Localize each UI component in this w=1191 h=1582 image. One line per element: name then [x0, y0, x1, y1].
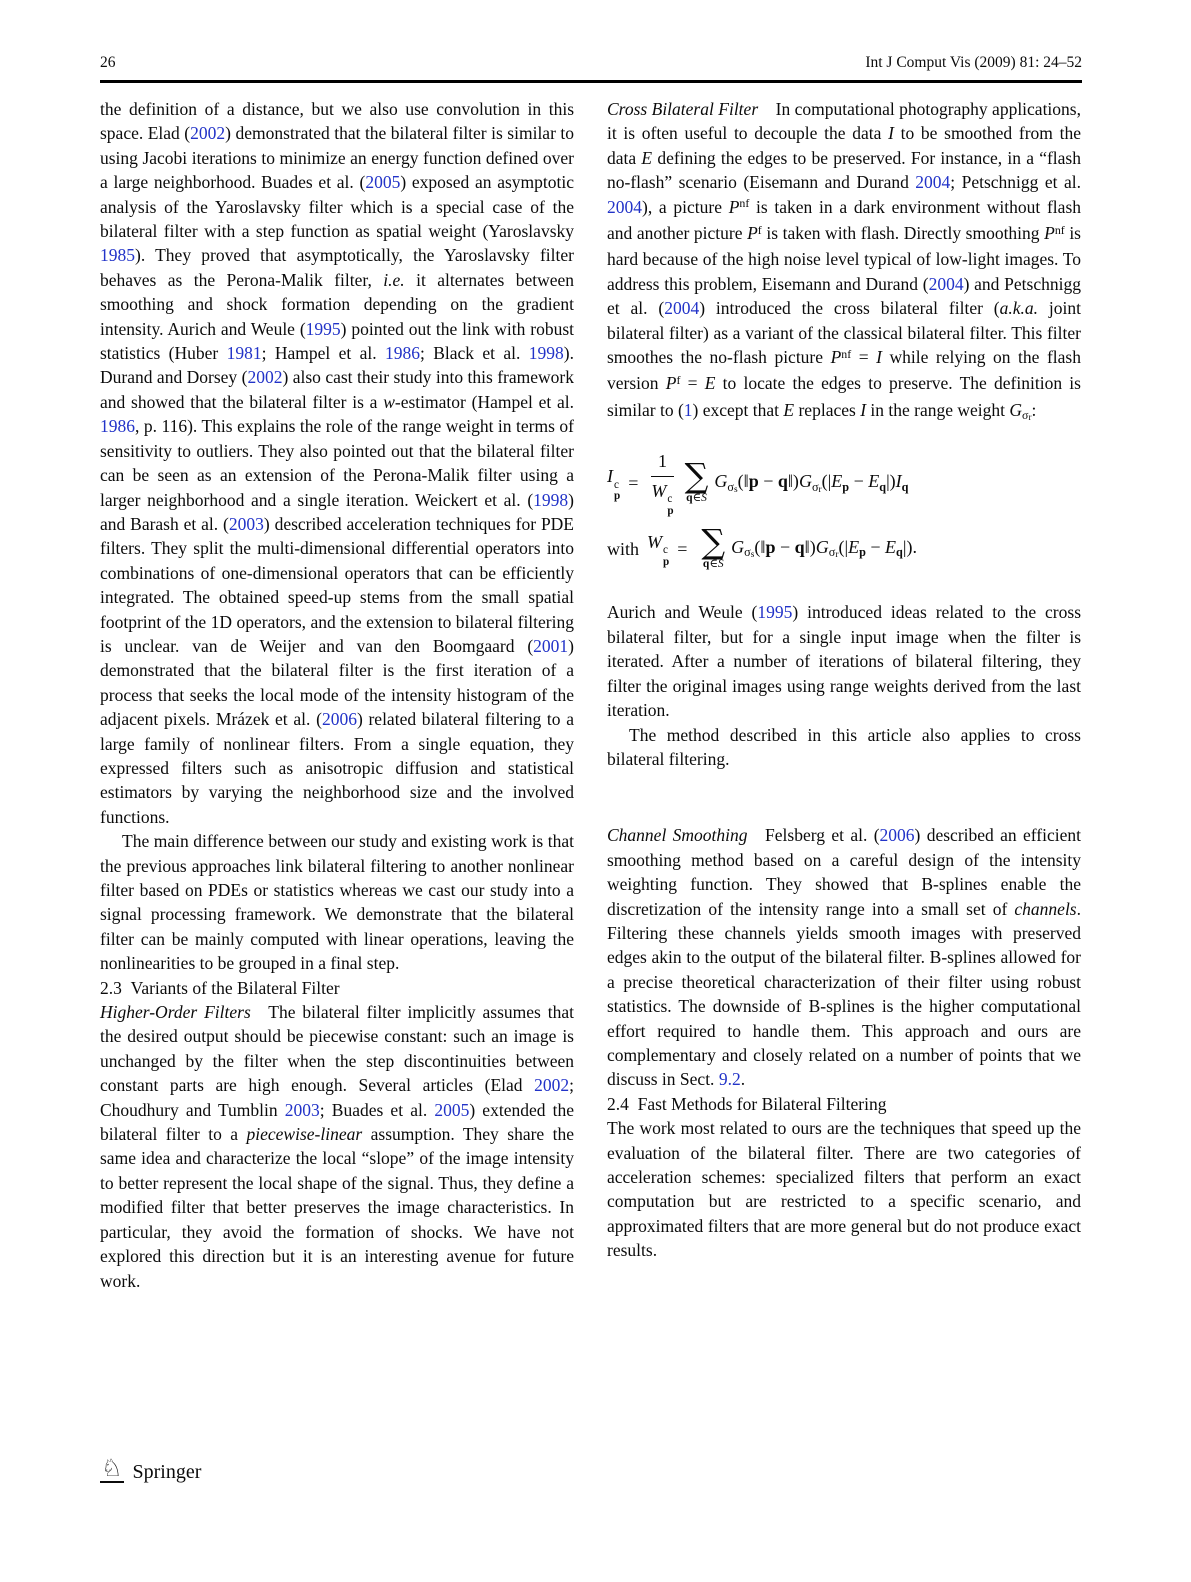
text-run: f	[676, 373, 681, 388]
text-run: ) pointed out the link with robust statistics (Huber	[100, 318, 574, 364]
text-run: p	[859, 545, 866, 560]
citation-link[interactable]: 2004	[664, 298, 700, 319]
text-run: is taken with flash. Directly smoothing	[761, 223, 1045, 244]
text-run: nf	[739, 196, 750, 211]
text-run: Channel Smoothing	[607, 825, 748, 846]
text-run: ) also cast their study into this framework and showed that the bilateral filter is a	[100, 367, 574, 412]
text-run	[748, 825, 766, 845]
springer-logo-icon: ♘	[101, 1454, 123, 1482]
text-run: nf	[841, 346, 852, 361]
text-run: while relying on the flash version	[607, 347, 1081, 394]
equation-lhs: I c p	[607, 465, 621, 503]
equation-body	[714, 469, 908, 497]
springer-wordmark: Springer	[132, 1461, 202, 1483]
text-run: -estimator (Hampel et al.	[394, 391, 574, 412]
text-run: in the range weight	[866, 399, 1010, 420]
text-run: σ	[811, 479, 819, 494]
citation-link[interactable]: 2003	[228, 513, 264, 534]
text-run: joint bilateral filter) as a variant of the classical bilateral filter. This filter smoothes the no-flash picture	[607, 298, 1081, 368]
citation-link[interactable]: 1998	[533, 489, 569, 510]
equation-lhs: W c p	[647, 531, 670, 568]
text-run: ; Petschnigg et al.	[950, 172, 1081, 193]
text-run: (‖	[737, 471, 749, 492]
text-run: q	[777, 471, 788, 492]
text-run: (|	[821, 471, 832, 492]
text-run: ) described an efficient smoothing method based on a careful design of the intensity weighting function. They showed that B-splines enable the discretization of the intensity range into a small set of	[607, 825, 1081, 919]
fraction: 1 W c p	[651, 451, 674, 517]
citation-link[interactable]: 2005	[365, 172, 401, 193]
equals-sign: =	[677, 538, 688, 559]
springer-footer	[100, 1456, 201, 1483]
text-run: ; Hampel et al.	[261, 343, 385, 364]
equation-prefix: with	[607, 538, 640, 559]
text-run: ). Durand and Dorsey (	[100, 343, 574, 388]
text-run: ) introduced the cross bilateral filter (	[699, 298, 1000, 319]
paragraph	[607, 600, 1081, 722]
text-run: ‖)	[804, 536, 816, 557]
sigma-icon: ∑	[684, 456, 709, 496]
citation-link[interactable]: 2004	[915, 172, 951, 193]
text-run: piecewise-linear	[246, 1124, 363, 1145]
equation-normalization	[607, 521, 1081, 571]
text-run: P	[665, 373, 677, 394]
text-run: I	[888, 123, 894, 144]
text-run: to locate the edges to preserve. The definition is similar to (	[607, 373, 1081, 420]
citation-link[interactable]: 1986	[100, 416, 135, 437]
text-run: w	[383, 391, 395, 412]
paragraph	[100, 1000, 574, 1293]
paragraph	[100, 97, 574, 829]
two-column-body	[100, 97, 1082, 1293]
text-run: P	[747, 223, 758, 244]
citation-link[interactable]: 1	[683, 399, 693, 420]
citation-link[interactable]: 2001	[533, 635, 569, 656]
text-run: ) described acceleration techniques for PDE filters. They split the multi-dimensional differential operators into combinations of one-dimensional operators that can be efficiently integrated. The obtained speed-up stems from the small spatial footprint of the 1D operators, and the extension to bilateral filtering is unclear. van de Weijer and van den Boomgaard (	[100, 513, 575, 656]
equation-body	[731, 535, 917, 563]
sigma-icon: ∑	[701, 521, 726, 561]
text-run: G	[714, 471, 728, 492]
citation-link[interactable]: 1995	[757, 602, 793, 623]
text-run: ), a picture	[642, 196, 729, 217]
paragraph	[607, 97, 1081, 425]
text-run: −	[758, 471, 778, 492]
text-run: I	[895, 471, 902, 492]
citation-link[interactable]: 2006	[879, 825, 915, 846]
text-run: Aurich and Weule (	[607, 602, 758, 623]
sum-limits	[703, 559, 724, 571]
text-run: ∈	[692, 492, 702, 505]
paragraph	[100, 829, 574, 975]
page-number: 26	[100, 54, 116, 71]
text-run: (|	[838, 536, 849, 557]
text-run: σ	[828, 545, 836, 560]
citation-link[interactable]: 2004	[607, 196, 642, 217]
text-run: s	[750, 550, 755, 561]
citation-link[interactable]: 2004	[928, 273, 964, 294]
text-run: E	[831, 471, 843, 492]
text-run: σ	[744, 545, 751, 560]
text-run: The work most related to ours are the techniques that speed up the evaluation of the bilateral filter. There are two categories of acceleration schemes: specialized filters that perform an exact computation but are restricted to a specific scenario, and approximated filters that are more general but do not produce exact results.	[607, 1118, 1081, 1261]
text-run: , p. 116). This explains the role of the range weight in terms of sensitivity to outliers. They also pointed out that the bilateral filter can be seen as an extension of the Perona-Malik filter using a larger neighborhood and a single iteration. Weickert et al. (	[100, 416, 574, 510]
text-run: is taken in a dark environment without flash and another picture	[607, 196, 1082, 244]
text-run: Felsberg et al. (	[765, 825, 880, 846]
header-rule	[100, 80, 1082, 83]
text-run: G	[1009, 399, 1023, 420]
text-run: −	[849, 471, 869, 492]
citation-link[interactable]: 2002	[247, 367, 283, 388]
text-run: channels	[1014, 898, 1077, 919]
text-run: =	[851, 347, 877, 368]
journal-ref: Int J Comput Vis (2009) 81: 24–52	[865, 54, 1082, 71]
text-run: r	[1028, 412, 1032, 423]
text-run: The bilateral filter implicitly assumes that the desired output should be piecewise constant: such an image is unchanged by the filter when the step discontinuities between constant parts are high enough. Several articles (Elad	[100, 1002, 574, 1096]
text-run: ) exposed an asymptotic analysis of the Yaroslavsky filter which is a special case of the bilateral filter with a step function as spatial weight (Yaroslavsky	[100, 172, 574, 242]
text-run: assumption. They share the same idea and characterize the local “slope” of the image intensity to better represent the local shape of the signal. Thus, they define a modified filter that better preserves the image characteristics. In particular, they avoid the formation of shocks. We have not explored this direction but it is an interesting avenue for future work.	[100, 1124, 575, 1291]
text-run: a.k.a.	[999, 298, 1039, 319]
citation-link[interactable]: 9.2	[718, 1069, 741, 1090]
text-run: the definition of a distance, but we also use convolution in this space. Elad (	[100, 99, 574, 144]
text-run: .	[740, 1069, 746, 1090]
text-run: E	[885, 536, 897, 557]
supsub: c p	[663, 544, 670, 568]
text-run: f	[757, 222, 762, 237]
text-run: (‖	[754, 536, 766, 557]
citation-link[interactable]: 2003	[284, 1099, 320, 1120]
paragraph	[607, 723, 1081, 772]
text-run: E	[704, 373, 716, 394]
text-run: p	[842, 479, 850, 494]
text-run: s	[733, 484, 738, 495]
text-run: |)	[886, 471, 896, 492]
citation-link[interactable]: 1985	[100, 245, 135, 266]
text-run: r	[818, 484, 822, 495]
citation-link[interactable]: 2005	[434, 1099, 470, 1120]
text-run: replaces	[794, 399, 861, 420]
sum-operator	[701, 521, 726, 571]
text-run: ) and Barash et al. (	[100, 489, 574, 534]
text-run: I	[860, 399, 867, 420]
citation-link[interactable]: 2002	[534, 1075, 570, 1096]
citation-link[interactable]: 2002	[190, 123, 226, 144]
text-run: ) related bilateral filtering to a large family of nonlinear filters. From a single equation, they expressed filters such as anisotropic diffusion and statistical estimators by varying the neighborhood size and the involved functions.	[100, 709, 575, 827]
equals-sign: =	[628, 473, 639, 494]
text-run: q	[879, 479, 887, 494]
paragraph	[607, 823, 1081, 1091]
text-run: q	[896, 545, 903, 560]
citation-link[interactable]: 1986	[384, 343, 420, 364]
text-run: p	[748, 471, 759, 492]
text-run: p	[765, 536, 776, 557]
text-run: . Filtering these channels yields smooth images with preserved edges akin to the output of the bilateral filter. B-splines allowed for a precise theoretical characterization of their filter using robust statistics. The downside of B-splines is the higher computational effort required to handle them. This approach and ours are complementary and closely related on a number of points that we discuss in Sect.	[607, 898, 1081, 1090]
text-run: r	[835, 550, 839, 561]
right-column	[607, 97, 1081, 1293]
text-run: ; Choudhury and Tumblin	[100, 1075, 574, 1120]
text-run: ) demonstrated that the bilateral filter is the first iteration of a process that seeks the local mode of the intensity histogram of the adjacent pixels. Mrázek et al. (	[100, 635, 574, 730]
text-run: ∈	[709, 557, 718, 570]
text-run: q	[686, 492, 693, 505]
citation-link[interactable]: 1981	[226, 343, 262, 364]
citation-link[interactable]: 1998	[528, 343, 564, 364]
text-run: it alternates between smoothing and shock formation depending on the gradient intensity. Aurich and Weule (	[100, 269, 574, 339]
section-heading-2-3: 2.3 Variants of the Bilateral Filter	[100, 977, 340, 998]
text-run: E	[641, 147, 653, 168]
text-run: ). They proved that asymptotically, the Yaroslavsky filter behaves as the Perona-Malik filter,	[100, 245, 574, 290]
sum-operator	[684, 456, 709, 505]
text-run: to be smoothed from the data	[607, 123, 1081, 168]
text-run: ) demonstrated that the bilateral filter is similar to using Jacobi iterations to minimize an energy function defined over a large neighborhood. Buades et al. (	[100, 123, 574, 193]
text-run: σ	[1022, 408, 1029, 423]
text-run: Higher-Order Filters	[100, 1002, 251, 1023]
text-run: E	[868, 471, 880, 492]
text-run: |).	[902, 536, 917, 557]
text-run: ) except that	[692, 399, 784, 420]
text-run: −	[865, 536, 886, 557]
text-run: P	[830, 347, 842, 368]
text-run: ) and Petschnigg et al. (	[607, 273, 1081, 319]
text-run: Cross Bilateral Filter	[607, 99, 759, 119]
text-run: G	[815, 536, 829, 557]
text-run: In computational photography applications, it is often useful to decouple the data	[607, 99, 1081, 144]
text-run: defining the edges to be preserved. For instance, in a “flash no-flash” scenario (Eisemann and Durand	[607, 147, 1081, 193]
text-run: S	[701, 492, 707, 505]
text-run: I	[876, 347, 882, 368]
paragraph	[607, 1116, 1081, 1262]
text-run	[251, 1002, 269, 1022]
text-run: ; Black et al.	[419, 343, 529, 364]
text-run: ; Buades et al.	[319, 1099, 435, 1120]
text-run: P	[1044, 223, 1055, 244]
text-run: −	[775, 536, 795, 557]
text-run: The method described in this article also applies to cross bilateral filtering.	[607, 724, 1081, 769]
text-run: G	[731, 536, 745, 557]
text-run: S	[717, 557, 724, 570]
text-run	[758, 99, 776, 119]
text-run: q	[901, 479, 909, 494]
supsub: c p	[614, 478, 621, 503]
text-run: ) extended the bilateral filter to a	[100, 1099, 574, 1145]
text-run: G	[798, 471, 812, 492]
left-column	[100, 97, 574, 1293]
text-run: q	[702, 557, 710, 570]
text-run: i.e.	[383, 269, 405, 290]
sum-limits	[686, 493, 707, 505]
text-run: The main difference between our study and existing work is that the previous approaches link bilateral filtering to another nonlinear filter based on PDEs or statistics whereas we cast our study into a signal processing framework. We demonstrate that the bilateral filter can be mainly computed with linear operations, leaving the nonlinearities to be grouped in a final step.	[100, 831, 574, 974]
text-run: P	[728, 196, 740, 217]
text-run: is hard because of the high noise level typical of low-light images. To address this problem, Eisemann and Durand (	[607, 223, 1081, 294]
citation-link[interactable]: 1995	[305, 318, 341, 339]
text-run: ) introduced ideas related to the cross bilateral filter, but for a single input image when the filter is iterated. After a number of iterations of bilateral filtering, they filter the original images using range weights derived from the last iteration.	[607, 602, 1082, 721]
text-run: E	[783, 399, 795, 420]
text-run: nf	[1054, 222, 1065, 237]
text-run: :	[1031, 399, 1037, 420]
text-run: σ	[727, 479, 734, 494]
supsub: c p	[667, 493, 674, 517]
text-run: E	[848, 536, 860, 557]
citation-link[interactable]: 2006	[321, 709, 357, 730]
text-run: =	[680, 373, 705, 394]
section-heading-2-4: 2.4 Fast Methods for Bilateral Filtering	[607, 1093, 887, 1114]
page-header	[100, 54, 1082, 72]
equation-cross-bilateral	[607, 449, 1081, 517]
text-run: q	[794, 536, 805, 557]
text-run: ‖)	[787, 471, 799, 492]
